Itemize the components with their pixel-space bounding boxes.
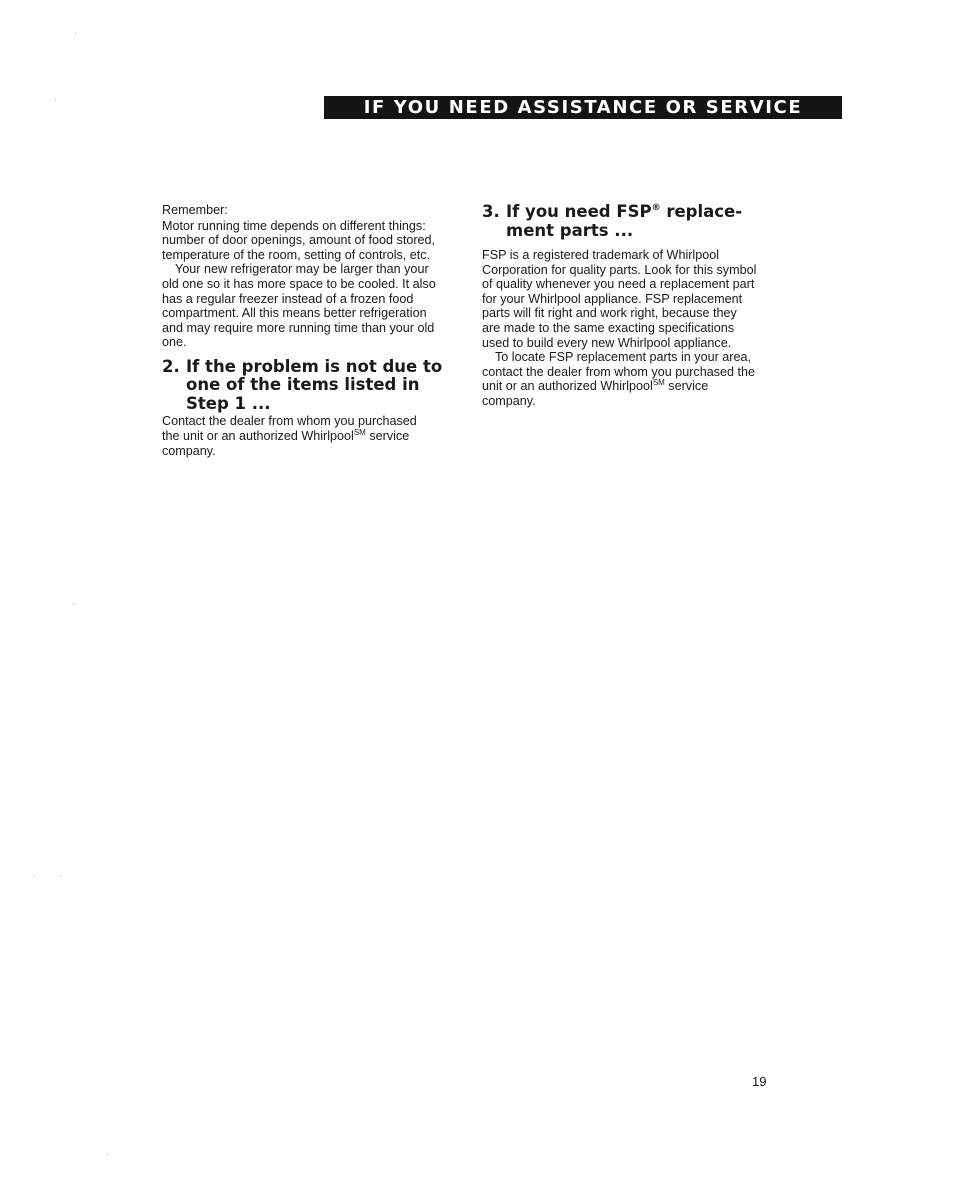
heading-line: If the problem is not due to	[186, 356, 443, 376]
scan-speck	[75, 33, 76, 34]
remember-paragraph-1	[162, 219, 462, 263]
text-line: old one so it has more space to be cooled. It also	[162, 276, 436, 291]
scan-speck	[55, 99, 56, 100]
section-2-body	[162, 414, 462, 458]
text-line: are made to the same exacting specifications	[482, 320, 735, 335]
text-line: company.	[162, 443, 216, 458]
heading-line: Step 1 ...	[186, 393, 271, 413]
scan-speck	[73, 604, 74, 605]
heading-line: ment parts ...	[506, 220, 634, 240]
text-line: unit or an authorized Whirlpool	[482, 379, 653, 394]
registered-mark: ®	[651, 203, 661, 213]
text-line: service	[664, 379, 709, 394]
heading-line: replace-	[660, 202, 743, 221]
scan-speck	[34, 876, 35, 877]
left-column	[162, 203, 462, 458]
text-line: Contact the dealer from whom you purchased	[162, 414, 417, 429]
text-line: FSP is a registered trademark of Whirlpool	[482, 248, 720, 262]
section-2-number: 2.	[162, 356, 180, 376]
text-line: temperature of the room, setting of controls, etc.	[162, 247, 431, 262]
text-line: Corporation for quality parts. Look for this symbol	[482, 262, 757, 277]
text-line: the unit or an authorized Whirlpool	[162, 429, 354, 444]
text-line: To locate FSP replacement parts in your area,	[495, 350, 751, 365]
text-line: of quality whenever you need a replacement part	[482, 277, 755, 292]
section-banner: IF YOU NEED ASSISTANCE OR SERVICE	[324, 96, 842, 119]
service-mark: SM	[652, 378, 665, 388]
right-column	[482, 203, 782, 409]
text-line: one.	[162, 335, 187, 350]
text-line: for your Whirlpool appliance. FSP replacement	[482, 291, 743, 306]
service-mark: SM	[353, 428, 366, 438]
section-3-paragraph-1	[482, 248, 782, 350]
text-line: Your new refrigerator may be larger than your	[175, 262, 429, 277]
text-line: company.	[482, 393, 536, 408]
page-number: 19	[752, 1074, 767, 1089]
remember-paragraph-2	[162, 262, 462, 350]
text-line: contact the dealer from whom you purchased the	[482, 364, 756, 379]
text-line: service	[365, 429, 410, 444]
text-line: Motor running time depends on different things:	[162, 218, 426, 233]
text-line: parts will fit right and work right, because they	[482, 306, 737, 321]
section-3-number: 3.	[482, 202, 500, 221]
scan-speck	[60, 876, 61, 877]
text-line: and may require more running time than your old	[162, 320, 435, 335]
text-line: number of door openings, amount of food stored,	[162, 233, 436, 248]
section-3-paragraph-2	[482, 350, 782, 408]
text-line: has a regular freezer instead of a frozen food	[162, 291, 414, 306]
section-3-heading	[482, 203, 782, 240]
heading-line: If you need FSP	[506, 202, 652, 221]
section-2-heading	[162, 358, 462, 414]
scan-speck	[107, 1154, 108, 1155]
text-line: used to build every new Whirlpool appliance.	[482, 335, 732, 350]
remember-label: Remember:	[162, 203, 228, 217]
text-line: compartment. All this means better refrigeration	[162, 306, 427, 321]
heading-line: one of the items listed in	[186, 375, 420, 395]
